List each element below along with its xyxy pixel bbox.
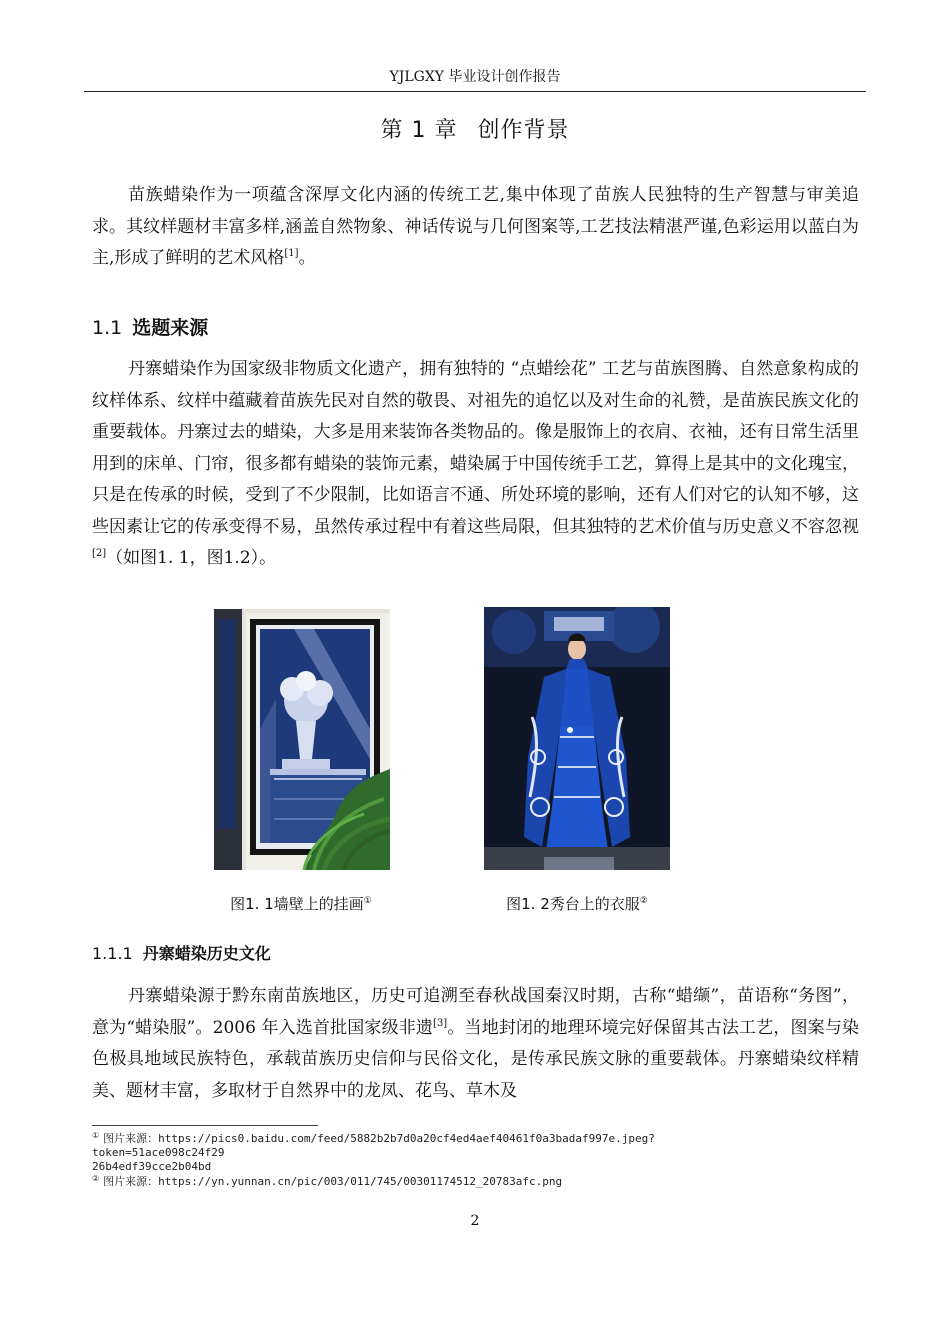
section-heading-1-1-1 (92, 942, 271, 966)
wall-hanging-image (214, 609, 390, 870)
runway-gown-image (484, 607, 670, 870)
section-heading-1-1 (92, 314, 208, 342)
footnote-rule (92, 1125, 318, 1126)
figure-wall-hanging (214, 609, 390, 870)
footnote-1-line-2[interactable]: token=51ace098c24f29 (92, 1146, 225, 1160)
chapter-name: 创作背景 (477, 118, 570, 143)
footnote-1-line-1 (92, 1132, 862, 1146)
footnote-ref-2[interactable]: ② (639, 896, 648, 906)
intro-end: 。 (298, 248, 316, 268)
figure-runway-gown (484, 607, 670, 870)
citation-3[interactable]: [3] (433, 1017, 448, 1029)
citation-2[interactable]: [2] (92, 548, 107, 559)
footnote-1-text[interactable]: 图片来源：https://pics0.baidu.com/feed/5882b2b7d0a20cf4ed4aef40461f0a3badaf997e.jpeg? (103, 1132, 655, 1145)
section-title: 选题来源 (132, 317, 209, 339)
footnote-2-text[interactable]: 图片来源：https://yn.yunnan.cn/pic/003/011/745/00301174512_20783afc.png (103, 1174, 563, 1188)
subsection-title: 丹寨蜡染历史文化 (142, 944, 271, 963)
page-number: 2 (470, 1213, 480, 1229)
intro-text: 苗族蜡染作为一项蕴含深厚文化内涵的传统工艺,集中体现了苗族人民独特的生产智慧与审美追求。其纹样题材丰富多样,涵盖自然物象、神话传说与几何图案等,工艺技法精湛严谨,色彩运用以蓝白为主,形成了鲜明的艺术风格 (92, 185, 859, 268)
figure-1-1-caption-text: 图1. 1墙壁上的挂画 (230, 895, 364, 913)
footnotes (92, 1132, 862, 1189)
citation-1[interactable]: [1] (284, 248, 299, 259)
header-rule (84, 91, 866, 92)
intro-paragraph (92, 180, 859, 275)
figure-1-2-caption-text: 图1. 2秀台上的衣服 (506, 895, 640, 913)
section-1-1-text: 丹寨蜡染作为国家级非物质文化遗产，拥有独特的 “点蜡绘花” 工艺与苗族图腾、自然意象构成的纹样体系、纹样中蕴藏着苗族先民对自然的敬畏、对祖先的追忆以及对生命的礼赞，是苗族民族文化的重要载体。丹寨过去的蜡染，大多是用来装饰各类物品的。像是服饰上的衣肩、衣袖，还有日常生活里用到的床单、门帘，很多都有蜡染的装饰元素，蜡染属于中国传统手工艺，算得上是其中的文化瑰宝，只是在传承的时候，受到了不少限制，比如语言不通、所处环境的影响，还有人们对它的认知不够，这些因素让它的传承变得不易，虽然传承过程中有着这些局限，但其独特的艺术价值与历史意义不容忽视 (92, 359, 859, 537)
figure-1-2-caption (452, 893, 702, 915)
section-1-1-paragraph (92, 354, 859, 575)
section-1-1-1-text-a: 丹寨蜡染源于黔东南苗族地区，历史可追溯至春秋战国秦汉时期，古称“蜡缬”，苗语称“务图”，意为“蜡染服”。2006 年入选首批国家级非遗 (92, 986, 859, 1038)
section-1-1-1-text-b: 。当地封闭的地理环境完好保留其古法工艺，图案与染色极具地域民族特色，承载苗族历史信仰与民俗文化，是传承民族文脉的重要载体。丹寨蜡染纹样精美、题材丰富，多取材于自然界中的龙凤、花鸟、草木及 (92, 1017, 859, 1101)
section-1-1-end: （如图1. 1，图1.2）。 (106, 548, 277, 568)
section-1-1-1-paragraph (92, 981, 859, 1107)
footnote-1-line-3[interactable]: 26b4edf39cce2b04bd (92, 1160, 212, 1174)
figure-1-1-caption (184, 893, 418, 915)
footnote-2-line-1 (92, 1175, 862, 1189)
footnote-ref-1[interactable]: ① (363, 896, 372, 906)
footnote-1-mark: ① (92, 1131, 100, 1140)
page-header: YJLGXY 毕业设计创作报告 (389, 69, 561, 85)
section-number: 1.1 (92, 317, 123, 339)
subsection-number: 1.1.1 (92, 944, 133, 963)
footnote-2-mark: ② (92, 1173, 100, 1183)
chapter-title (0, 116, 950, 146)
chapter-label: 第 1 章 (380, 118, 458, 143)
